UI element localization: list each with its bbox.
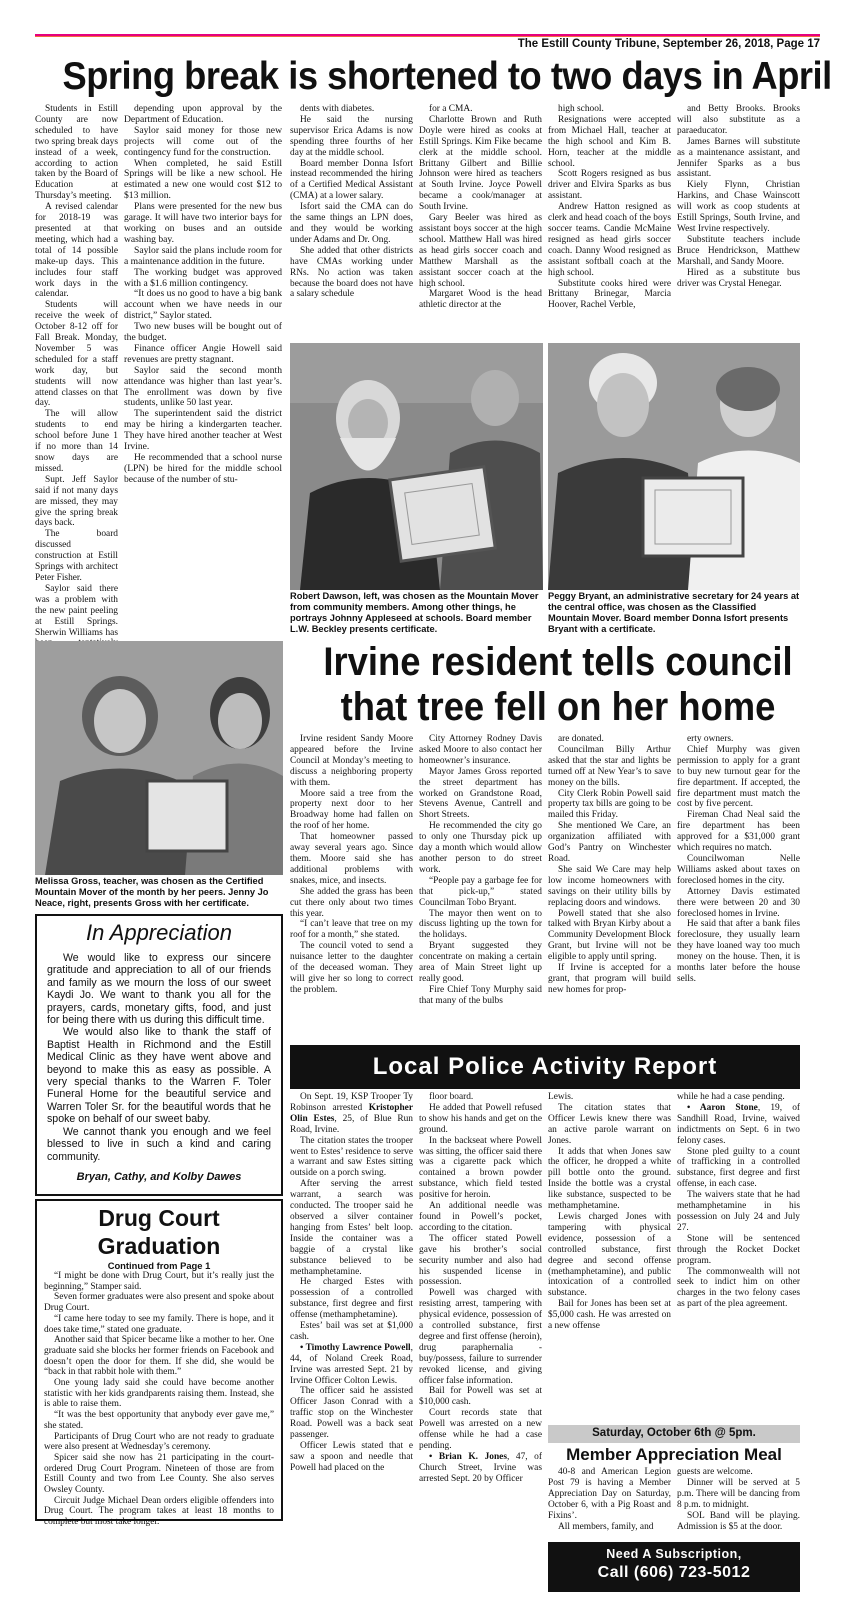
story2-col1-p: She added the grass has been cut there only about two times this year. bbox=[290, 886, 413, 919]
story1-col6 bbox=[677, 104, 800, 340]
drug-court-p: One young lady said she could have become another statistic with her kids grandparents raising them. Instead, she is able to raise them. bbox=[44, 1378, 274, 1410]
story1-col1 bbox=[35, 104, 118, 638]
story1-col6-p: Kiely Flynn, Christian Harkins, and Chase Wainscott will work as coop students at Estill Springs, South Irvine, and West Irvine respectively. bbox=[677, 180, 800, 234]
story1-col6-p: Hired as a substitute bus driver was Crystal Henegar. bbox=[677, 267, 800, 289]
police-col4-p: Stone will be sentenced through the Rocket Docket program. bbox=[677, 1233, 800, 1266]
police-col2-p: Court records state that Powell was arrested on a new offense while he had a case pending. bbox=[419, 1408, 542, 1451]
story2-col3-p: are donated. bbox=[558, 734, 604, 744]
story1-col4-p: Charlotte Brown and Ruth Doyle were hired as cooks at Estill Springs. Kim Fike became clerk at the middle school. Brittany Gilbert and Billie Johnson were hired as teachers at South Irvine. Joyce Powell became a cook/manager at South Irvine. bbox=[419, 114, 542, 213]
story1-col3-p: She added that other districts have CMAs working under RNs. No action was taken because the board does not have a salary schedule bbox=[290, 245, 413, 300]
police-col1-intro bbox=[290, 1092, 413, 1136]
photo-bryant-illustration bbox=[548, 343, 800, 590]
story1-col2-p: Plans were presented for the new bus garage. It will have two interior bays for working on buses and an outside washing bay. bbox=[124, 201, 282, 245]
police-name-estes: Kristopher Olin Estes bbox=[290, 1102, 413, 1124]
story1-col5-p: Resignations were accepted from Michael Hall, teacher at the high school and Kim B. Horn, teacher at the middle school. bbox=[548, 114, 671, 169]
story2-col4 bbox=[677, 734, 800, 1042]
story1-col2-p: When completed, he said Estill Springs will be like a new school. He estimated a new one would cost $12 to $13 million. bbox=[124, 157, 282, 202]
photo-peggy-bryant bbox=[548, 343, 800, 590]
story1-col1-p: The board discussed construction at Estill Springs with architect Peter Fisher. bbox=[35, 529, 118, 583]
police-col1-p: He charged Estes with possession of a controlled substance, first degree and first offense (methamphetamine). bbox=[290, 1277, 413, 1321]
police-col4 bbox=[677, 1092, 800, 1422]
story1-col5 bbox=[548, 104, 671, 340]
story1-col2-p: “It does us no good to have a big bank account when we have needs in our district,” Saylor stated. bbox=[124, 288, 282, 322]
story1-col6-p: James Barnes will substitute as a maintenance assistant, and Jennifer Sparks as a bus assistant. bbox=[677, 136, 800, 180]
story2-col3-p: Powell stated that she also talked with Bryan Kirby about a Community Development Block Grant, but Irvine will not be eligible to apply until spring. bbox=[548, 908, 671, 963]
story1-col2-p: The superintendent said the district may be hiring a kindergarten teacher. They have hired another teacher at West Irvine. bbox=[124, 408, 282, 453]
story1-col4-p: for a CMA. bbox=[429, 104, 473, 114]
appreciation-signature: Bryan, Cathy, and Kolby Dawes bbox=[76, 1170, 242, 1183]
drug-court-p: Circuit Judge Michael Dean orders eligible offenders into Drug Court. The program takes at least 18 months to complete but most take longer. bbox=[44, 1495, 274, 1528]
story2-col2-p: “People pay a garbage fee for that pick-up,” stated Councilman Tobo Bryant. bbox=[419, 875, 542, 908]
subscription-phone: Call (606) 723-5012 bbox=[597, 1564, 751, 1581]
police-col1-p: The citation states the trooper went to Estes’ residence to serve a warrant and saw Estes sitting outside on a porch swing. bbox=[290, 1135, 413, 1179]
police-col4-p: The waivers state that he had methamphetamine in his possession on July 24 and July 27. bbox=[677, 1190, 800, 1233]
police-text: , 25, of Blue Run Road, Irvine. bbox=[290, 1113, 413, 1135]
story1-col2-p: Saylor said the second month attendance was higher than last year’s. The enrollment was down by five students, unlike 50 last year. bbox=[124, 364, 282, 409]
police-col4-lead: while he had a case pending. bbox=[677, 1092, 785, 1102]
drug-court-p: “I might be done with Drug Court, but it’s really just the beginning,” Stamper said. bbox=[44, 1271, 274, 1292]
photo-gross-illustration bbox=[35, 641, 283, 875]
subscription-line1: Need A Subscription, bbox=[606, 1547, 742, 1561]
caption-bryant: Peggy Bryant, an administrative secretary for 24 years at the central office, was chosen as the Classified Mountain Mover. Board member Donna Isfort presents Bryant with a certificate. bbox=[548, 591, 800, 634]
appreciation-p2: We would also like to thank the staff of Baptist Health in Richmond and the Estill Medical Clinic as they have went above and beyond to make this as easy as possible. A very special thanks to the Warren F. Toler Funeral Home for the beautiful service and Warren Toler Sr. for the beautiful words that he spoke on behalf of our sweet baby. bbox=[47, 1026, 271, 1126]
police-col1-powell bbox=[290, 1343, 413, 1387]
photo-melissa-gross bbox=[35, 641, 283, 875]
photo-dawson-illustration bbox=[290, 343, 543, 590]
police-col2-p: Bail for Powell was set at $10,000 cash. bbox=[419, 1386, 542, 1408]
appreciation-title: In Appreciation bbox=[86, 920, 232, 945]
appreciation-p1: We would like to express our sincere gratitude and appreciation to all of our friends and family as we mourn the loss of our sweet Kaydi Jo. We want to thank you all for the prayers, cards, monetary gifts, food, and just for being there with us during this difficult time. bbox=[47, 952, 271, 1027]
caption-gross: Melissa Gross, teacher, was chosen as the Certified Mountain Mover of the month by her peers. Jenny Jo Neace, right, presents Gross with her certificate. bbox=[35, 876, 269, 908]
police-name-jones: • Brian K. Jones bbox=[429, 1451, 507, 1462]
story1-col3-p: dents with diabetes. bbox=[300, 104, 375, 114]
story1-col2-p: He recommended that a school nurse (LPN) be hired for the middle school because of the number of stu- bbox=[124, 452, 282, 485]
story1-col2 bbox=[124, 104, 282, 629]
story2-col2-p: The mayor then went on to discuss lighting up the town for the holidays. bbox=[419, 908, 542, 941]
story2-col4-p: Attorney Davis estimated there were between 20 and 30 foreclosed homes in Irvine. bbox=[677, 886, 800, 919]
drug-court-p: Seven former graduates were also present and spoke about Drug Court. bbox=[44, 1292, 274, 1314]
drug-court-p: Another said that Spicer became like a mother to her. One graduate said she blocks her former friends on Facebook and doesn’t open the door for them. If she did, she would be “back in that rabbit hole with them.” bbox=[44, 1335, 274, 1378]
police-text: On Sept. 19, KSP Trooper Ty Robinson arrested bbox=[290, 1092, 413, 1113]
police-col2-jones bbox=[419, 1452, 542, 1485]
police-text: , 44, of Noland Creek Road, Irvine was arrested Sept. 21 by Irvine Officer Colton Lewis. bbox=[290, 1342, 413, 1386]
story1-col1-p: Students will receive the week of October 8-12 off for Fall Break. Monday, November 5 was scheduled for a staff work day, but students will now attend classes on that day. bbox=[35, 300, 118, 409]
story1-col2-p: depending upon approval by the Department of Education. bbox=[124, 103, 282, 125]
story2-col3-p: She said We Care may help low income homeowners with savings on their utility bills by replacing doors and windows. bbox=[548, 864, 671, 908]
story1-col1-p: Students in Estill County are now scheduled to have two spring break days instead of a week, according to action taken by the Board of Education at Thursday’s meeting. bbox=[35, 104, 118, 202]
story1-col5-p: Substitute cooks hired were Brittany Brinegar, Marcia Hoover, Rachel Verble, bbox=[548, 278, 671, 311]
meal-col2-p: Dinner will be served at 5 p.m. There will be dancing from 8 p.m. to midnight. bbox=[677, 1477, 800, 1510]
drug-court-p: “It was the best opportunity that anybody ever gave me,” she stated. bbox=[44, 1410, 274, 1431]
meal-col1-p: 40-8 and American Legion Post 79 is having a Member Appreciation Day on Saturday, October 6, with a Pig Roast and Fixins’. bbox=[548, 1467, 671, 1521]
story2-col4-p: Fireman Chad Neal said the fire department has been approved for a $31,000 grant which requires no match. bbox=[677, 810, 800, 854]
police-text: , 47, of Church Street, Irvine was arrested Sept. 20 by Officer bbox=[419, 1451, 542, 1484]
story1-col4-p: Margaret Wood is the head athletic director at the bbox=[419, 289, 542, 311]
story1-col2-p: Saylor said money for those new projects will come out of the contingency fund for the construction. bbox=[124, 124, 282, 158]
meal-col2-p: guests are welcome. bbox=[677, 1467, 753, 1477]
story1-col2-p: Two new buses will be bought out of the budget. bbox=[124, 321, 282, 344]
appreciation-p3: We cannot thank you enough and we feel blessed to live in such a kind and caring community. bbox=[47, 1125, 271, 1163]
police-col1-p: Estes’ bail was set at $1,000 cash. bbox=[290, 1321, 413, 1342]
story2-col1-p: The council voted to send a nuisance letter to the daughter of the deceased woman. They will give her so long to correct the problem. bbox=[290, 941, 413, 995]
page-header: The Estill County Tribune, September 26, 2018, Page 17 bbox=[35, 37, 820, 51]
police-col1 bbox=[290, 1092, 413, 1524]
story1-col3 bbox=[290, 104, 413, 340]
story2-col4-p: erty owners. bbox=[687, 734, 734, 744]
story1-col3-p: He said the nursing supervisor Erica Adams is now spending three fourths of her day at the middle school. bbox=[290, 114, 413, 158]
police-col4-stone bbox=[677, 1103, 800, 1147]
police-name-powell: • Timothy Lawrence Powell bbox=[300, 1342, 411, 1353]
drug-court-continued: Continued from Page 1 bbox=[107, 1260, 211, 1271]
headline-spring-break: Spring break is shortened to two days in April bbox=[62, 55, 832, 98]
story1-col1-p: The will allow students to end school before June 1 if no more than 14 snow days are missed. bbox=[35, 409, 118, 474]
story2-col4-p: He said that after a bank files foreclosure, they usually learn they have loaned way too much money on the house. Then, it is months later before the house sells. bbox=[677, 919, 800, 984]
police-name-stone: • Aaron Stone bbox=[687, 1102, 758, 1113]
story2-col3-p: If Irvine is accepted for a grant, that program will build new homes for prop- bbox=[548, 963, 671, 995]
story2-col3-p: Councilman Billy Arthur asked that the star and lights be turned off at New Year’s to save money on the bills. bbox=[548, 744, 671, 788]
story2-col2-p: Fire Chief Tony Murphy said that many of the bulbs bbox=[419, 984, 542, 1006]
police-col3-p: Bail for Jones has been set at $5,000 cash. He was arrested on a new offense bbox=[548, 1299, 671, 1332]
story1-col5-p: Andrew Hatton resigned as clerk and head coach of the boys soccer teams. Candie McMaine resigned as head girls soccer coach. Danny Wood resigned as assistant softball coach at the high school. bbox=[548, 202, 671, 278]
police-col2-p: The officer stated Powell gave his brother’s social security number and also had his suspended license in possession. bbox=[419, 1233, 542, 1288]
story2-col1-p: That homeowner passed away several years ago. Since them. Moore said she has additional problems with snakes, mice, and insects. bbox=[290, 832, 413, 886]
drug-court-body bbox=[44, 1271, 274, 1528]
story2-col2-p: Mayor James Gross reported the street department has worked on Grandstone Road, Stevens Avenue, Cantrell and Short Streets. bbox=[419, 766, 542, 821]
story2-col2-p: Bryant suggested they concentrate on making a certain area of Main Street light up really good. bbox=[419, 941, 542, 984]
police-col2-p: floor board. bbox=[429, 1092, 474, 1102]
police-col2-p: An additional needle was found in Powell’s pocket, according to the citation. bbox=[419, 1201, 542, 1233]
police-col4-p: Stone pled guilty to a count of trafficking in a controlled substance, first degree and first offense, in each case. bbox=[677, 1146, 800, 1190]
appreciation-body bbox=[47, 952, 271, 1163]
police-col3-p: Lewis charged Jones with tampering with physical evidence, possession of a controlled substance, first degree and second offense (methamphetamine), and public intoxication of a controlled substance. bbox=[548, 1211, 671, 1299]
story1-col5-p: high school. bbox=[558, 104, 604, 114]
story2-col1-p: Moore said a tree from the property next door to her Broadway home had fallen on the roof of her home. bbox=[290, 788, 413, 832]
headline-irvine-line1: Irvine resident tells council bbox=[323, 640, 793, 684]
story2-col1-p: “I can’t leave that tree on my roof for a month,” she stated. bbox=[290, 919, 413, 941]
police-col3 bbox=[548, 1092, 671, 1422]
story1-col2-p: The working budget was approved with a $1.6 million contingency. bbox=[124, 266, 282, 289]
police-col2-p: In the backseat where Powell was sitting, the officer said there was a cigarette pack which contained a brown powder substance, which field tested positive for heroin. bbox=[419, 1135, 542, 1201]
story2-col1 bbox=[290, 734, 413, 1042]
police-col1-p: The officer said he assisted Officer Jason Conrad with a traffic stop on the Winchester Road. Powell was a back seat passenger. bbox=[290, 1386, 413, 1441]
drug-court-title: Drug Court Graduation bbox=[97, 1205, 221, 1259]
police-col1-p: Officer Lewis stated that e saw a spoon and needle that Powell had placed on the bbox=[290, 1441, 413, 1473]
story1-col3-p: Board member Donna Isfort instead recommended the hiring of a Certified Medical Assistant (CMA) at a lower salary. bbox=[290, 158, 413, 202]
meal-col2-p: SOL Band will be playing. Admission is $5 at the door. bbox=[677, 1510, 800, 1532]
police-col2-p: Powell was charged with resisting arrest, tampering with physical evidence, possession of a controlled substance, first degree and first offense (heroin), drug paraphernalia - buy/possess, failure to surrender revoked license, and giving officer false information. bbox=[419, 1288, 542, 1386]
drug-court-box bbox=[35, 1199, 283, 1528]
meal-title: Member Appreciation Meal bbox=[566, 1445, 782, 1464]
police-text: , 19, of Sandhill Road, Irvine, waived indictments on Sept. 6 in two felony cases. bbox=[677, 1102, 801, 1146]
police-col3-p: Lewis. bbox=[548, 1092, 574, 1102]
story1-col1-p: Supt. Jeff Saylor said if not many days are missed, they may give the spring break days back. bbox=[35, 474, 118, 529]
story2-col1-p: Irvine resident Sandy Moore appeared before the Irvine Council at Monday’s meeting to discuss a neighboring property with them. bbox=[290, 734, 413, 788]
police-col4-p: The commonwealth will not seek to indict him on other charges in the two felony cases as part of the plea agreement. bbox=[677, 1266, 800, 1310]
story2-col2-p: He recommended the city go to only one Thursday pick up day a month which would allow another person to do street work. bbox=[419, 821, 542, 875]
story2-col2 bbox=[419, 734, 542, 1042]
story2-col3-p: She mentioned We Care, an organization affiliated with God’s Pantry on Winchester Road. bbox=[548, 821, 671, 864]
police-col2-p: He added that Powell refused to show his hands and get on the ground. bbox=[419, 1102, 542, 1135]
story1-col6-p: and Betty Brooks. Brooks will also substitute as a paraeducator. bbox=[677, 104, 800, 136]
police-col1-p: After serving the arrest warrant, a search was conducted. The trooper said he observed a silver container hanging from Estes’ belt loop. Inside the container was a baggie of a crystal like substance believed to be methamphetamine. bbox=[290, 1179, 413, 1277]
story2-col4-p: Chief Murphy was given permission to apply for a grant to buy new turnout gear for the fire department. If accepted, the fire department must match the cost by five percent. bbox=[677, 744, 800, 810]
story1-col1-p: Saylor said there was a problem with the new paint peeling at Estill Springs. Sherwin Williams has bbox=[35, 583, 118, 638]
story2-col3-p: City Clerk Robin Powell said property tax bills are going to be mailed this Friday. bbox=[548, 788, 671, 821]
police-col2 bbox=[419, 1092, 542, 1524]
story1-col6-p: Substitute teachers include Bruce Hendrickson, Matthew Marshall, and Sandy Moore. bbox=[677, 234, 800, 267]
headline-irvine-line2: that tree fell on her home bbox=[340, 685, 776, 729]
subscription-banner bbox=[548, 1542, 800, 1592]
story2-col4-p: Councilwoman Nelle Williams asked about taxes on foreclosed homes in the city. bbox=[677, 853, 800, 886]
story1-col3-p: Isfort said the CMA can do the same things an LPN does, and they would be working under Adams and Dr. Ong. bbox=[290, 202, 413, 245]
drug-court-p: “I came here today to see my family. There is hope, and it does take time,” stated one graduate. bbox=[44, 1313, 274, 1335]
story1-col2-p: Finance officer Angie Howell said revenues are pretty stagnant. bbox=[124, 342, 282, 365]
police-col3-p: It adds that when Jones saw the officer, he dropped a white pill bottle onto the ground. Inside the bottle was a crystal like substance, suspected to be methamphetamine. bbox=[548, 1146, 671, 1212]
drug-court-p: Spicer said she now has 21 participating in the court-ordered Drug Court Program. Nineteen of those are from Estill County and two from Lee County. She also serves Owsley County. bbox=[44, 1452, 274, 1496]
photo-robert-dawson bbox=[290, 343, 543, 590]
story1-col4-p: Gary Beeler was hired as assistant boys soccer at the high school. Matthew Hall was hired as head girls soccer coach and Matthew Marshall as the assistant soccer coach at the high school. bbox=[419, 213, 542, 289]
meal-date-banner: Saturday, October 6th @ 5pm. bbox=[548, 1425, 800, 1443]
meal-col1-p: All members, family, and bbox=[558, 1521, 654, 1532]
story1-col4 bbox=[419, 104, 542, 340]
story2-col3 bbox=[548, 734, 671, 1042]
drug-court-p: Participants of Drug Court who are not ready to graduate were also present at Wednesday’s ceremony. bbox=[44, 1431, 274, 1453]
police-col3-p: The citation states that Officer Lewis knew there was an active parole warrant on Jones. bbox=[548, 1102, 671, 1146]
story2-col2-p: City Attorney Rodney Davis asked Moore to also contact her homeowner’s insurance. bbox=[419, 734, 542, 766]
story1-col1-p: A revised calendar for 2018-19 was presented at that meeting, which had a total of 14 possible make-up days. This includes four staff work days in the calendar. bbox=[35, 202, 118, 300]
story1-col5-p: Scott Rogers resigned as bus driver and Elvira Sparks as bus assistant. bbox=[548, 169, 671, 202]
police-report-banner: Local Police Activity Report bbox=[290, 1045, 800, 1089]
story1-col2-p: Saylor said the plans include room for a maintenance addition in the future. bbox=[124, 244, 282, 267]
meal-col1 bbox=[548, 1467, 671, 1539]
caption-dawson: Robert Dawson, left, was chosen as the Mountain Mover from community members. Among other things, he portrays Johnny Appleseed at schools. Board member L.W. Beckley presents certificate. bbox=[290, 591, 539, 634]
appreciation-box bbox=[35, 914, 283, 1196]
meal-col2 bbox=[677, 1467, 800, 1539]
